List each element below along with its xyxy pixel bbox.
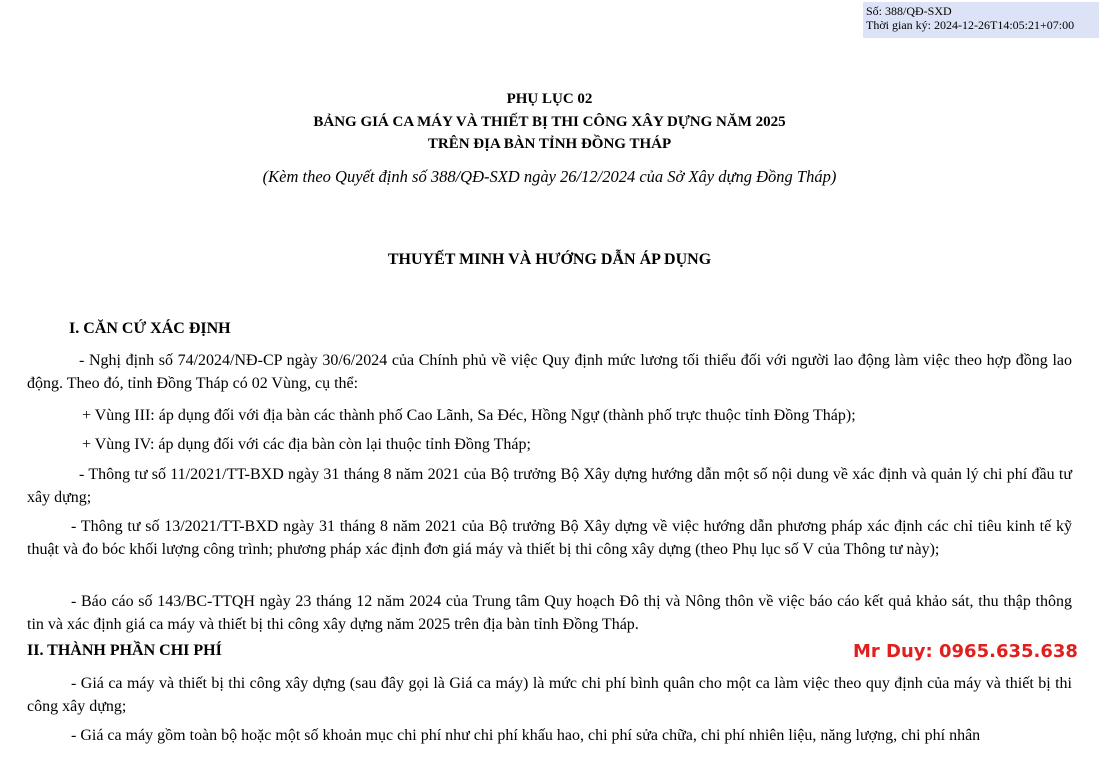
section-1-heading: I. CĂN CỨ XÁC ĐỊNH bbox=[69, 320, 231, 337]
paragraph: - Thông tư số 13/2021/TT-BXD ngày 31 tháng 8 năm 2021 của Bộ trưởng Bộ Xây dựng về việc hướng dẫn phương pháp xác định các chỉ tiêu kinh tế kỹ thuật và đo bóc khối lượng công trình; phương pháp xác định đơn giá máy và thiết bị thi công xây dựng (theo Phụ lục số V của Thông tư này); bbox=[27, 518, 1072, 558]
section-2-heading: II. THÀNH PHẦN CHI PHÍ bbox=[27, 642, 222, 659]
paragraph: - Giá ca máy và thiết bị thi công xây dựng (sau đây gọi là Giá ca máy) là mức chi phí bình quân cho một ca làm việc theo quy định của máy và thiết bị thi công xây dựng; bbox=[27, 675, 1072, 715]
document-title: BẢNG GIÁ CA MÁY VÀ THIẾT BỊ THI CÔNG XÂY DỰNG NĂM 2025 bbox=[313, 114, 786, 130]
signature-time: Thời gian ký: 2024-12-26T14:05:21+07:00 bbox=[866, 18, 1075, 32]
document-subtitle: (Kèm theo Quyết định số 388/QĐ-SXD ngày 26/12/2024 của Sở Xây dựng Đồng Tháp) bbox=[262, 167, 837, 186]
paragraph: - Báo cáo số 143/BC-TTQH ngày 23 tháng 12 năm 2024 của Trung tâm Quy hoạch Đô thị và Nông thôn về việc báo cáo kết quả khảo sát, thu thập thông tin và xác định giá ca máy và thiết bị thi công xây dựng năm 2025 trên địa bàn tỉnh Đồng Tháp. bbox=[27, 593, 1072, 633]
paragraph: - Nghị định số 74/2024/NĐ-CP ngày 30/6/2024 của Chính phủ về việc Quy định mức lương tối thiểu đối với người lao động làm việc theo hợp đồng lao động. Theo đó, tỉnh Đồng Tháp có 02 Vùng, cụ thể: bbox=[27, 352, 1072, 392]
digital-signature-box bbox=[863, 2, 1099, 38]
contact-watermark: Mr Duy: 0965.635.638 bbox=[853, 641, 1078, 662]
signature-number: Số: 388/QĐ-SXD bbox=[866, 4, 952, 18]
list-item: + Vùng IV: áp dụng đối với các địa bàn còn lại thuộc tỉnh Đồng Tháp; bbox=[82, 436, 531, 453]
paragraph: - Thông tư số 11/2021/TT-BXD ngày 31 tháng 8 năm 2021 của Bộ trưởng Bộ Xây dựng hướng dẫn một số nội dung về xác định và quản lý chi phí đầu tư xây dựng; bbox=[27, 466, 1072, 506]
section-title: THUYẾT MINH VÀ HƯỚNG DẪN ÁP DỤNG bbox=[387, 251, 712, 268]
paragraph: - Giá ca máy gồm toàn bộ hoặc một số khoản mục chi phí như chi phí khấu hao, chi phí sửa chữa, chi phí nhiên liệu, năng lượng, chi phí nhân bbox=[71, 727, 981, 744]
list-item: + Vùng III: áp dụng đối với địa bàn các thành phố Cao Lãnh, Sa Đéc, Hồng Ngự (thành phố trực thuộc tỉnh Đồng Tháp); bbox=[82, 407, 856, 424]
appendix-label: PHỤ LỤC 02 bbox=[506, 91, 593, 107]
document-area: TRÊN ĐỊA BÀN TỈNH ĐỒNG THÁP bbox=[427, 136, 672, 152]
